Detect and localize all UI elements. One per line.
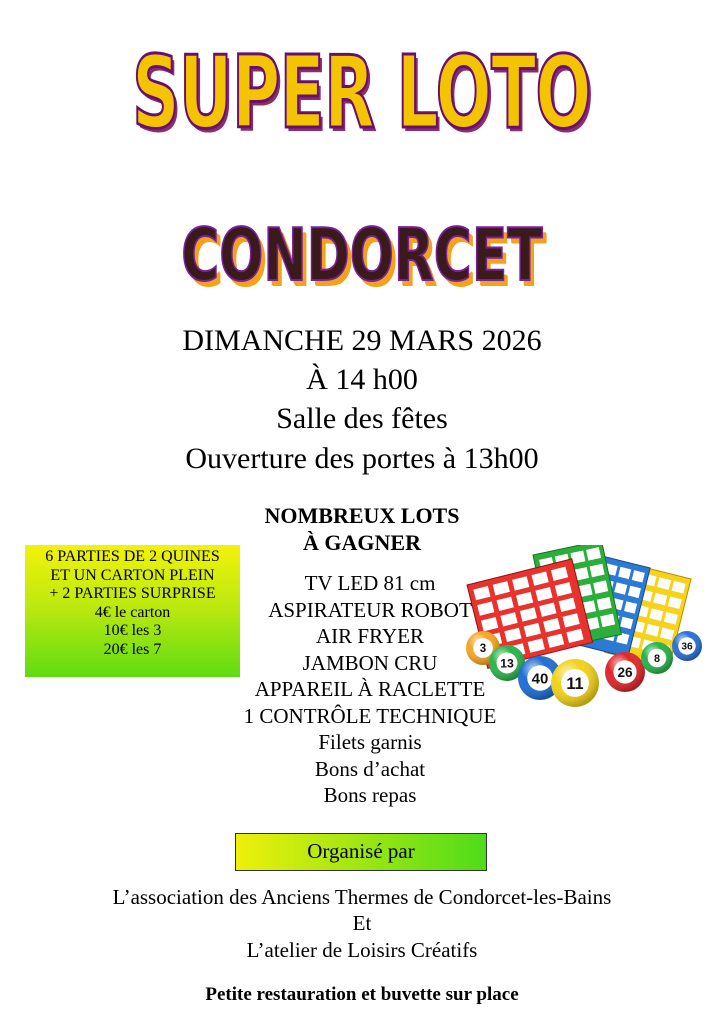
- title-super-loto: [0, 34, 724, 151]
- footer-refreshments: Petite restauration et buvette sur place: [205, 984, 519, 1005]
- loto-ball-number: 8: [653, 652, 661, 665]
- prize-item: Bons d’achat: [314, 756, 426, 781]
- loto-ball-number: 3: [479, 642, 487, 656]
- pricing-line: + 2 PARTIES SURPRISE: [49, 585, 216, 603]
- event-date: DIMANCHE 29 MARS 2026: [182, 324, 542, 357]
- lots-heading-line2: À GAGNER: [303, 530, 421, 555]
- organizer-label-box: [235, 833, 487, 871]
- pricing-box: [25, 545, 240, 677]
- doors-opening: Ouverture des portes à 13h00: [185, 442, 539, 475]
- lots-heading-line1: NOMBREUX LOTS: [264, 503, 460, 528]
- event-venue: Salle des fêtes: [276, 402, 448, 435]
- loto-ball: [551, 659, 599, 707]
- organizer-line-3: L’atelier de Loisirs Créatifs: [246, 938, 478, 962]
- prize-item: 1 CONTRÔLE TECHNIQUE: [243, 703, 497, 728]
- organizer-label: Organisé par: [307, 839, 415, 863]
- loto-ball: [672, 631, 702, 661]
- prize-item: Filets garnis: [318, 730, 422, 754]
- organizer-line-2: Et: [352, 911, 372, 935]
- prize-item: JAMBON CRU: [302, 650, 438, 675]
- prize-item: AIR FRYER: [316, 624, 424, 648]
- pricing-line: 20€ les 7: [103, 640, 162, 658]
- prize-item: Bons repas: [323, 783, 417, 807]
- pricing-line: ET UN CARTON PLEIN: [50, 566, 215, 584]
- loto-cards-illustration: [455, 545, 715, 725]
- prize-item: APPAREIL À RACLETTE: [254, 677, 486, 701]
- loto-ball: [641, 642, 673, 674]
- town-title: [0, 212, 724, 298]
- organizer-line-1: L’association des Anciens Thermes de Condorcet-les-Bains: [112, 885, 612, 909]
- event-time: À 14 h00: [306, 363, 418, 396]
- pricing-line: 4€ le carton: [94, 603, 171, 621]
- pricing-line: 10€ les 3: [103, 622, 162, 640]
- title-text: SUPER LOTO: [132, 34, 592, 151]
- prize-item: ASPIRATEUR ROBOT: [268, 597, 472, 622]
- loto-ball-number: 11: [566, 674, 584, 693]
- prize-item: TV LED 81 cm: [304, 571, 436, 595]
- loto-ball-number: 36: [681, 641, 693, 653]
- loto-ball-number: 26: [617, 664, 633, 680]
- pricing-line: 6 PARTIES DE 2 QUINES: [45, 548, 220, 565]
- loto-ball: [605, 652, 645, 692]
- town-text: CONDORCET: [181, 213, 543, 297]
- loto-ball-number: 40: [531, 670, 549, 688]
- loto-ball-number: 13: [500, 656, 514, 671]
